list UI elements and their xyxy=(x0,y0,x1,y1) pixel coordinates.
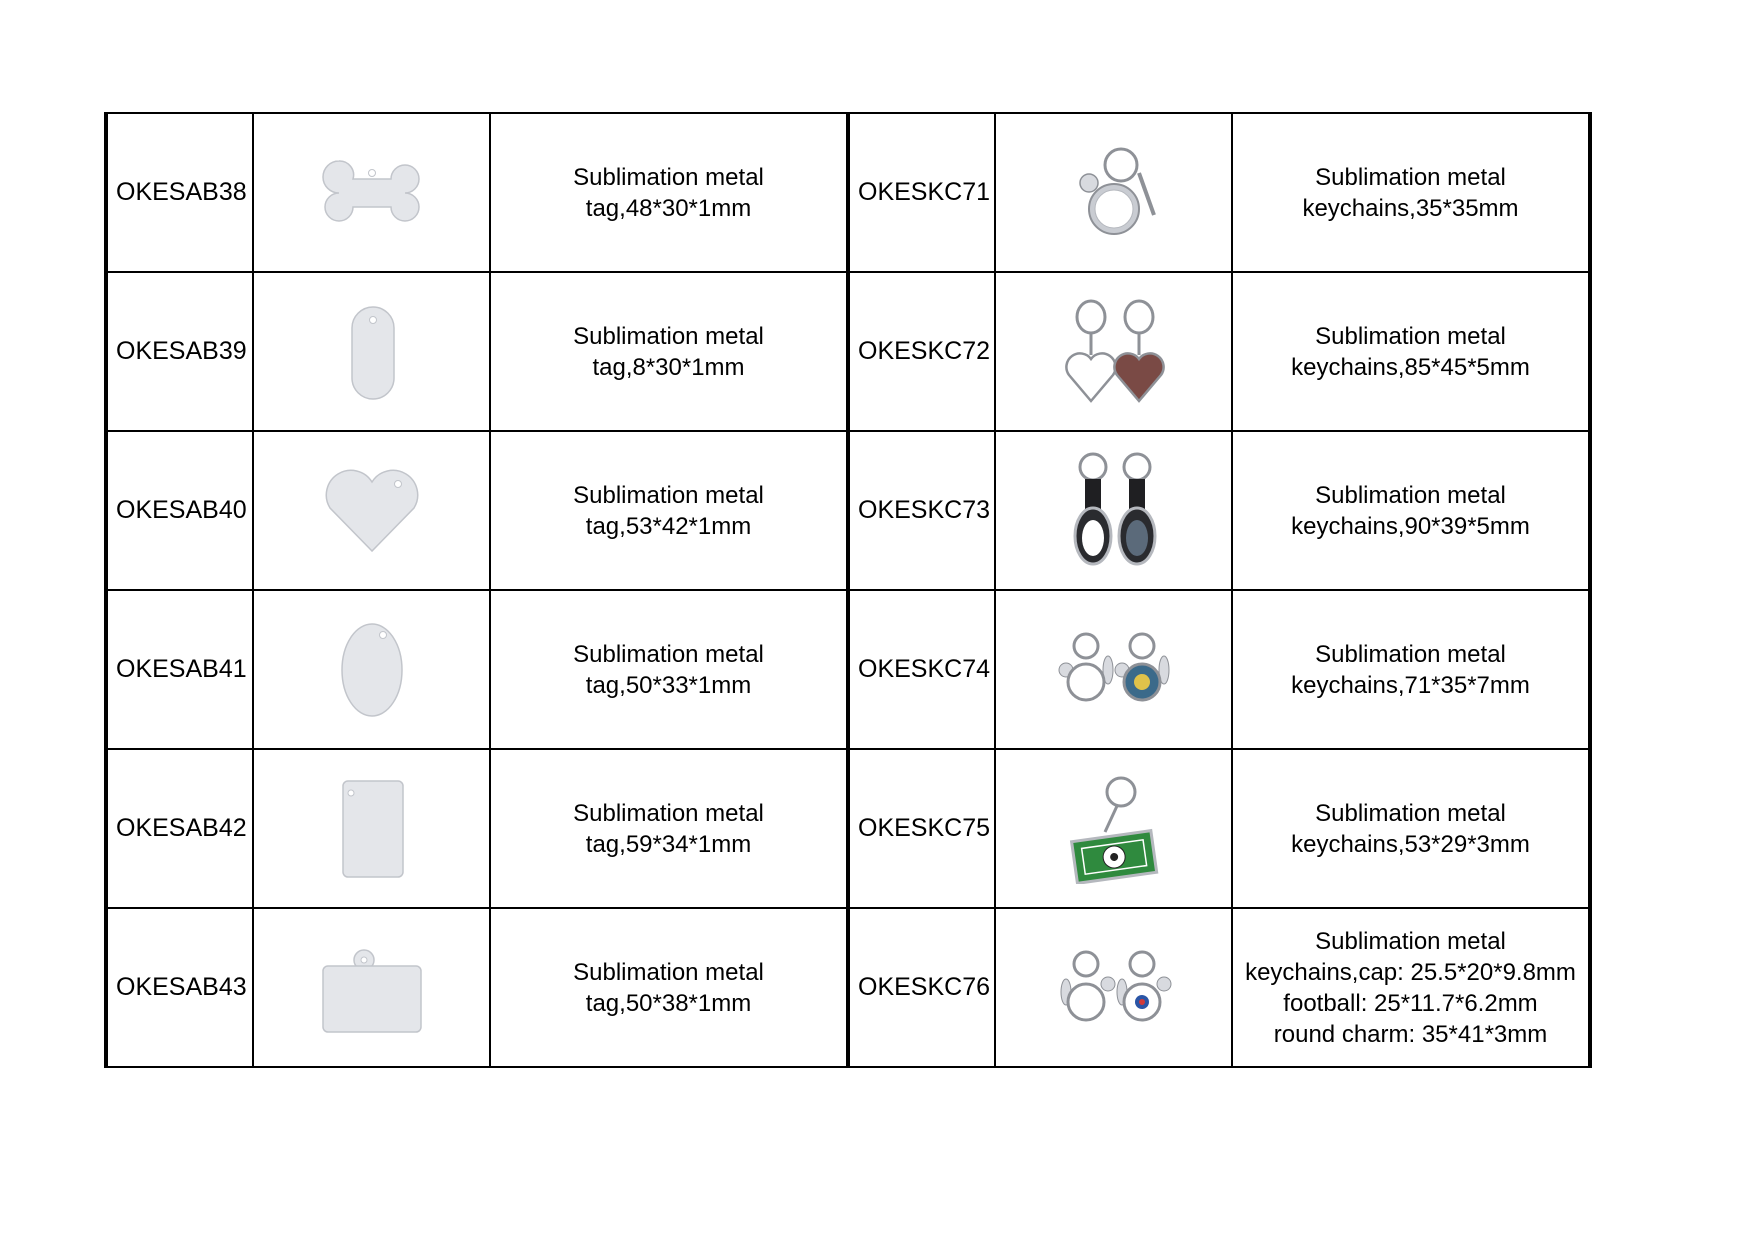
description-line: Sublimation metal xyxy=(1315,640,1506,668)
product-image-cell xyxy=(253,908,490,1067)
round-keychain-icon xyxy=(1059,143,1169,243)
product-description xyxy=(490,908,848,1067)
description-line: keychains,35*35mm xyxy=(1302,194,1519,222)
product-image-cell xyxy=(253,590,490,749)
heart-tag-icon xyxy=(322,466,422,556)
description-line: Sublimation metal xyxy=(1315,163,1506,191)
product-description xyxy=(1232,749,1590,908)
product-image-cell xyxy=(995,272,1232,431)
oval-tag-icon xyxy=(337,620,407,720)
product-image-cell xyxy=(995,749,1232,908)
description-line: Sublimation metal xyxy=(1315,799,1506,827)
description-line: Sublimation metal xyxy=(573,640,764,668)
product-image-cell xyxy=(995,908,1232,1067)
product-code: OKESKC73 xyxy=(848,431,995,590)
product-code: OKESAB40 xyxy=(106,431,253,590)
description-line: Sublimation metal xyxy=(1315,481,1506,509)
description-line: round charm: 35*41*3mm xyxy=(1273,1020,1548,1048)
table-row xyxy=(106,113,1590,272)
description-line: keychains,85*45*5mm xyxy=(1291,353,1530,381)
table-row xyxy=(106,272,1590,431)
product-code: OKESAB42 xyxy=(106,749,253,908)
product-image-cell xyxy=(995,113,1232,272)
football-charm-keychains-icon xyxy=(1054,948,1174,1028)
product-image-cell xyxy=(253,113,490,272)
product-table xyxy=(104,112,1592,1068)
product-code: OKESAB38 xyxy=(106,113,253,272)
table-row xyxy=(106,590,1590,749)
product-code: OKESKC72 xyxy=(848,272,995,431)
description-line: tag,53*42*1mm xyxy=(585,512,752,540)
product-description xyxy=(490,590,848,749)
product-code: OKESKC76 xyxy=(848,908,995,1067)
product-description xyxy=(1232,431,1590,590)
product-description xyxy=(1232,590,1590,749)
product-code: OKESKC75 xyxy=(848,749,995,908)
oblong-tag-icon xyxy=(342,302,402,402)
description-line: Sublimation metal xyxy=(1315,322,1506,350)
product-image-cell xyxy=(253,431,490,590)
product-description xyxy=(1232,908,1590,1067)
football-field-keychain-icon xyxy=(1059,774,1169,884)
table-row xyxy=(106,908,1590,1067)
product-code: OKESAB39 xyxy=(106,272,253,431)
wide-rectangle-tag-icon xyxy=(317,938,427,1038)
product-description xyxy=(1232,272,1590,431)
product-code: OKESKC71 xyxy=(848,113,995,272)
table-row xyxy=(106,749,1590,908)
product-description xyxy=(490,749,848,908)
description-line: football: 25*11.7*6.2mm xyxy=(1283,989,1538,1017)
product-image-cell xyxy=(995,590,1232,749)
description-line: tag,59*34*1mm xyxy=(585,830,752,858)
description-line: Sublimation metal xyxy=(1315,927,1506,955)
product-code: OKESAB43 xyxy=(106,908,253,1067)
description-line: Sublimation metal xyxy=(573,799,764,827)
product-catalog-sheet xyxy=(104,112,1592,1068)
description-line: Sublimation metal xyxy=(573,958,764,986)
product-description xyxy=(490,113,848,272)
description-line: tag,8*30*1mm xyxy=(592,353,745,381)
product-description xyxy=(490,431,848,590)
product-description xyxy=(1232,113,1590,272)
description-line: keychains,90*39*5mm xyxy=(1291,512,1530,540)
description-line: tag,50*33*1mm xyxy=(585,671,752,699)
product-image-cell xyxy=(995,431,1232,590)
description-line: tag,48*30*1mm xyxy=(585,194,752,222)
description-line: Sublimation metal xyxy=(573,481,764,509)
product-code: OKESKC74 xyxy=(848,590,995,749)
description-line: Sublimation metal xyxy=(573,163,764,191)
heart-keychains-icon xyxy=(1059,297,1169,407)
bone-tag-icon xyxy=(317,153,427,233)
description-line: keychains,71*35*7mm xyxy=(1291,671,1530,699)
product-description xyxy=(490,272,848,431)
leather-oval-keychains-icon xyxy=(1059,451,1169,571)
description-line: keychains,cap: 25.5*20*9.8mm xyxy=(1245,958,1576,986)
product-image-cell xyxy=(253,272,490,431)
product-image-cell xyxy=(253,749,490,908)
table-row xyxy=(106,431,1590,590)
description-line: tag,50*38*1mm xyxy=(585,989,752,1017)
charm-keychains-icon xyxy=(1054,630,1174,710)
product-code: OKESAB41 xyxy=(106,590,253,749)
description-line: keychains,53*29*3mm xyxy=(1291,830,1530,858)
description-line: Sublimation metal xyxy=(573,322,764,350)
rectangle-tag-icon xyxy=(337,777,407,881)
